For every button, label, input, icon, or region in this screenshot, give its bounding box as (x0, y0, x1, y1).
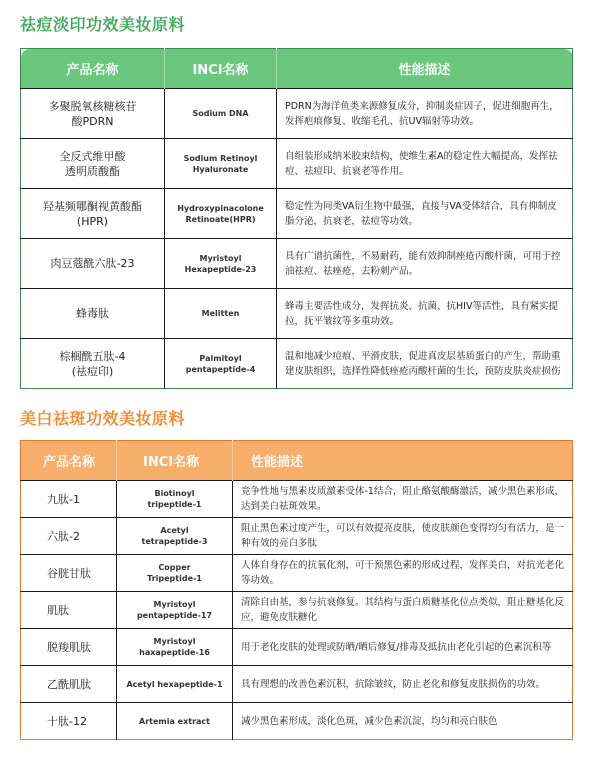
table-row (21, 289, 573, 339)
inci-name-cell: Acetyl hexapeptide-1 (117, 666, 233, 703)
table-row (21, 339, 573, 389)
inci-name-cell: Melitten (165, 289, 277, 339)
header-description: 性能描述 (398, 63, 451, 78)
section-title-acne: 祛痘淡印功效美妆原料 (20, 15, 186, 34)
header-product-name: 产品名称 (21, 441, 117, 481)
table-row (21, 189, 573, 239)
product-name-cell: 多聚脱氧核糖核苷 酸PDRN (21, 89, 165, 139)
section-title-whitening: 美白祛斑功效美妆原料 (20, 409, 186, 428)
description-cell: 自组装形成纳米胶束结构，使维生素A的稳定性大幅提高，发挥祛痘、祛痘印、抗衰老等作用。 (277, 139, 573, 189)
table-header-row (21, 441, 573, 481)
inci-name-cell: Myristoyl Hexapeptide-23 (165, 239, 277, 289)
product-name-cell: 六肽-2 (21, 518, 117, 555)
product-name-cell: 乙酰肌肽 (21, 666, 117, 703)
product-name-cell: 羟基频哪酮视黄酸酯 (HPR) (21, 189, 165, 239)
table-row (21, 89, 573, 139)
description-cell: 阻止黑色素过度产生，可以有效提亮皮肤，使皮肤颜色变得均匀有活力，是一种有效的亮白多肽 (233, 518, 573, 555)
inci-name-cell: Hydroxypinacolone Retinoate(HPR) (165, 189, 277, 239)
description-cell: 具有理想的改善色素沉积，抗除皱纹，防止老化和修复皮肤损伤的功效。 (233, 666, 573, 703)
product-name-cell: 肉豆蔻酰六肽-23 (21, 239, 165, 289)
inci-name-cell: Sodium DNA (165, 89, 277, 139)
description-cell: 减少黑色素形成，淡化色斑，减少色素沉淀，均匀和亮白肤色 (233, 703, 573, 740)
product-name-cell: 棕榈酰五肽-4 (祛痘印) (21, 339, 165, 389)
table-row (21, 666, 573, 703)
table-header-row (21, 49, 573, 89)
inci-name-cell: Myristoyl pentapeptide-17 (117, 592, 233, 629)
product-name-cell: 九肽-1 (21, 481, 117, 518)
whitening-ingredients-table (20, 440, 573, 740)
description-cell: 具有广谱抗菌性，不易耐药，能有效抑制痤疮丙酸杆菌，可用于控油祛痘、祛痤疮，去粉刺产品。 (277, 239, 573, 289)
description-cell: 蜂毒主要活性成分，发挥抗炎、抗菌、抗HIV等活性，具有紧实提拉，抚平皱纹等多重功效。 (277, 289, 573, 339)
description-cell: 人体自身存在的抗氧化剂，可干预黑色素的形成过程，发挥美白，对抗光老化等功效。 (233, 555, 573, 592)
header-product-name: 产品名称 (21, 49, 165, 89)
description-cell: 清除自由基，参与抗衰修复。其结构与蛋白质糖基化位点类似，阻止糖基化反应，避免皮肤糖化 (233, 592, 573, 629)
description-cell: 温和地减少痘痕、平滑皮肤，促进真皮层基质蛋白的产生，帮助重建皮肤组织，选择性降低痤疮丙酸杆菌的生长，预防皮肤炎症损伤 (277, 339, 573, 389)
product-name-cell: 十肽-12 (21, 703, 117, 740)
table-row (21, 139, 573, 189)
header-inci-name: INCI名称 (165, 49, 277, 89)
header-description: 性能描述 (251, 455, 304, 470)
description-cell: 用于老化皮肤的处理或防晒/晒后修复/排毒及抵抗由老化引起的色素沉积等 (233, 629, 573, 666)
product-name-cell: 谷胱甘肽 (21, 555, 117, 592)
header-inci-name: INCI名称 (117, 441, 233, 481)
inci-name-cell: Biotinoyl tripeptide-1 (117, 481, 233, 518)
table-row (21, 592, 573, 629)
product-name-cell: 蜂毒肽 (21, 289, 165, 339)
inci-name-cell: Palmitoyl pentapeptide-4 (165, 339, 277, 389)
table-row (21, 518, 573, 555)
product-name-cell: 肌肽 (21, 592, 117, 629)
description-cell: PDRN为海洋鱼类来源修复成分，抑制炎症因子，促进细胞再生，发挥疤痕修复、收缩毛孔、抗UV辐射等功效。 (277, 89, 573, 139)
table-row (21, 239, 573, 289)
inci-name-cell: Acetyl tetrapeptide-3 (117, 518, 233, 555)
table-row (21, 481, 573, 518)
inci-name-cell: Artemia extract (117, 703, 233, 740)
acne-ingredients-table (20, 48, 573, 389)
table-row (21, 703, 573, 740)
inci-name-cell: Copper Tripeptide-1 (117, 555, 233, 592)
description-cell: 竞争性地与黑素皮质激素受体-1结合，阻止酪氨酸酶激活，减少黑色素形成，达到美白祛斑效果。 (233, 481, 573, 518)
product-name-cell: 全反式维甲酸 透明质酸酯 (21, 139, 165, 189)
inci-name-cell: Sodium Retinoyl Hyaluronate (165, 139, 277, 189)
product-name-cell: 脱羧肌肽 (21, 629, 117, 666)
inci-name-cell: Myristoyl haxapeptide-16 (117, 629, 233, 666)
table-row (21, 555, 573, 592)
description-cell: 稳定性为同类VA衍生物中最强，直接与VA受体结合，具有抑制皮脂分泌，抗衰老，祛痘等功效。 (277, 189, 573, 239)
table-row (21, 629, 573, 666)
